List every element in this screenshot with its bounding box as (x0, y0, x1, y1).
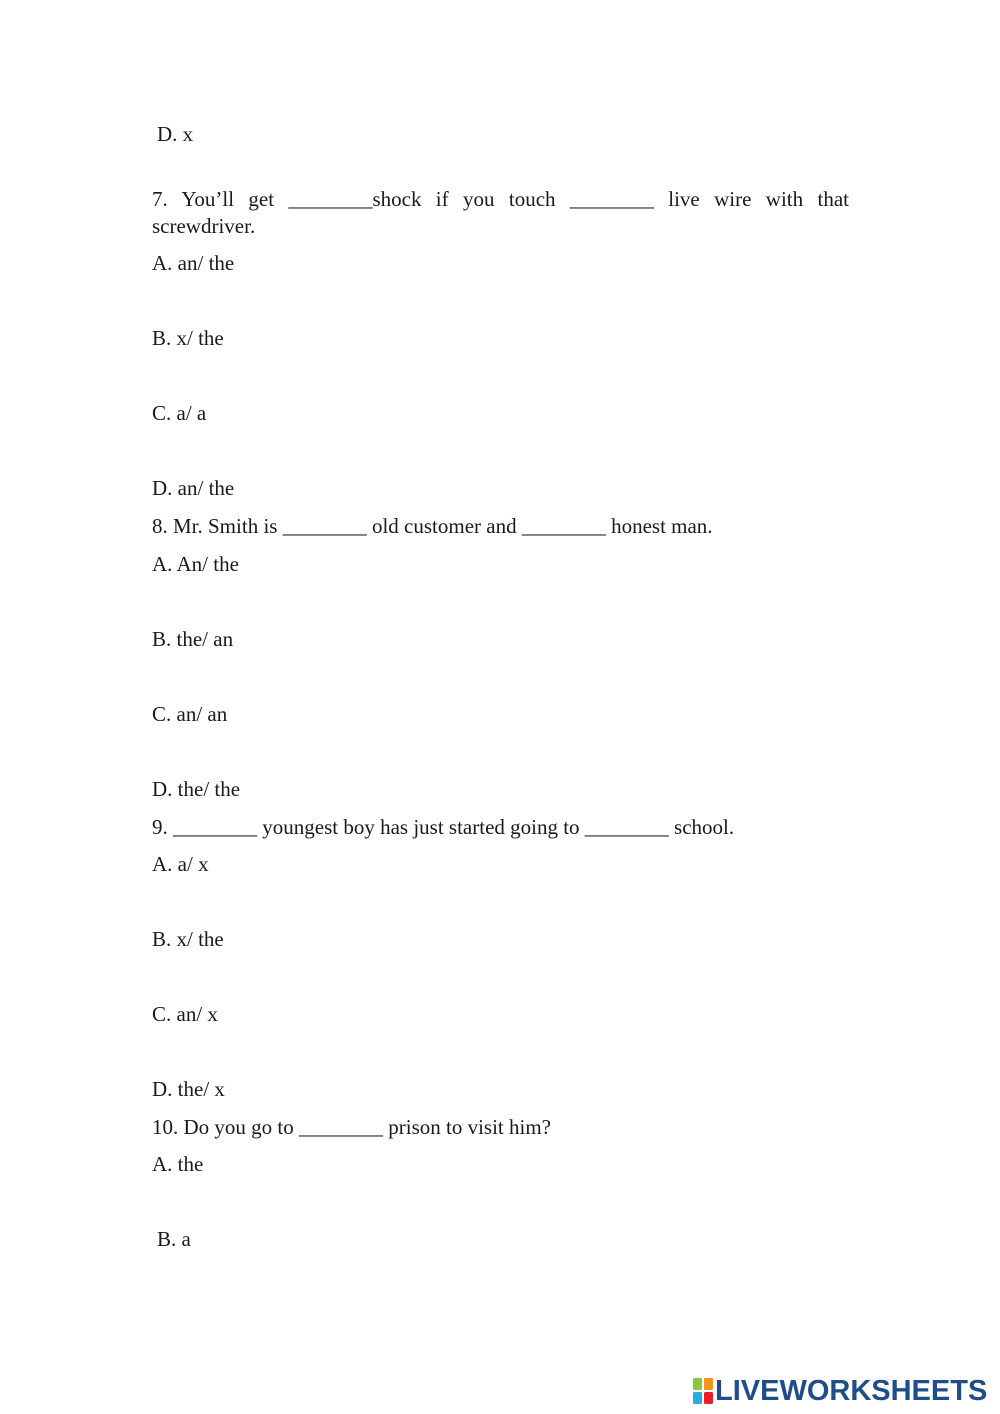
question-8-option-a: A. An/ the (152, 552, 239, 576)
liveworksheets-logo[interactable] (693, 1374, 987, 1408)
question-7-option-c: C. a/ a (152, 401, 207, 425)
question-10-option-a: A. the (152, 1152, 204, 1176)
question-7-stem: 7. You’ll get ________shock if you touch ________ live wire with that screwdriver. (152, 187, 849, 238)
question-8-stem: 8. Mr. Smith is ________ old customer and ________ honest man. (152, 514, 713, 538)
logo-square-blue (693, 1392, 702, 1404)
question-9-stem: 9. ________ youngest boy has just started going to ________ school. (152, 815, 735, 839)
question-10-stem: 10. Do you go to ________ prison to visit him? (152, 1115, 551, 1139)
question-7-option-b: B. x/ the (152, 326, 224, 350)
question-8-option-b: B. the/ an (152, 627, 234, 651)
logo-square-red (704, 1392, 713, 1404)
question-9-option-c: C. an/ x (152, 1002, 218, 1026)
question-8-option-c: C. an/ an (152, 702, 228, 726)
question-9-option-b: B. x/ the (152, 927, 224, 951)
liveworksheets-logo-icon (693, 1378, 713, 1404)
logo-square-green (693, 1378, 702, 1390)
question-7-option-a: A. an/ the (152, 251, 235, 275)
question-8-option-d: D. the/ the (152, 777, 241, 801)
logo-text: LIVEWORKSHEETS (715, 1374, 988, 1407)
question-10-option-b: B. a (157, 1227, 191, 1251)
logo-square-orange (704, 1378, 713, 1390)
question-7-option-d: D. an/ the (152, 476, 235, 500)
question-9-option-d: D. the/ x (152, 1077, 225, 1101)
question-9-option-a: A. a/ x (152, 852, 209, 876)
option-d-previous: D. x (157, 122, 194, 146)
